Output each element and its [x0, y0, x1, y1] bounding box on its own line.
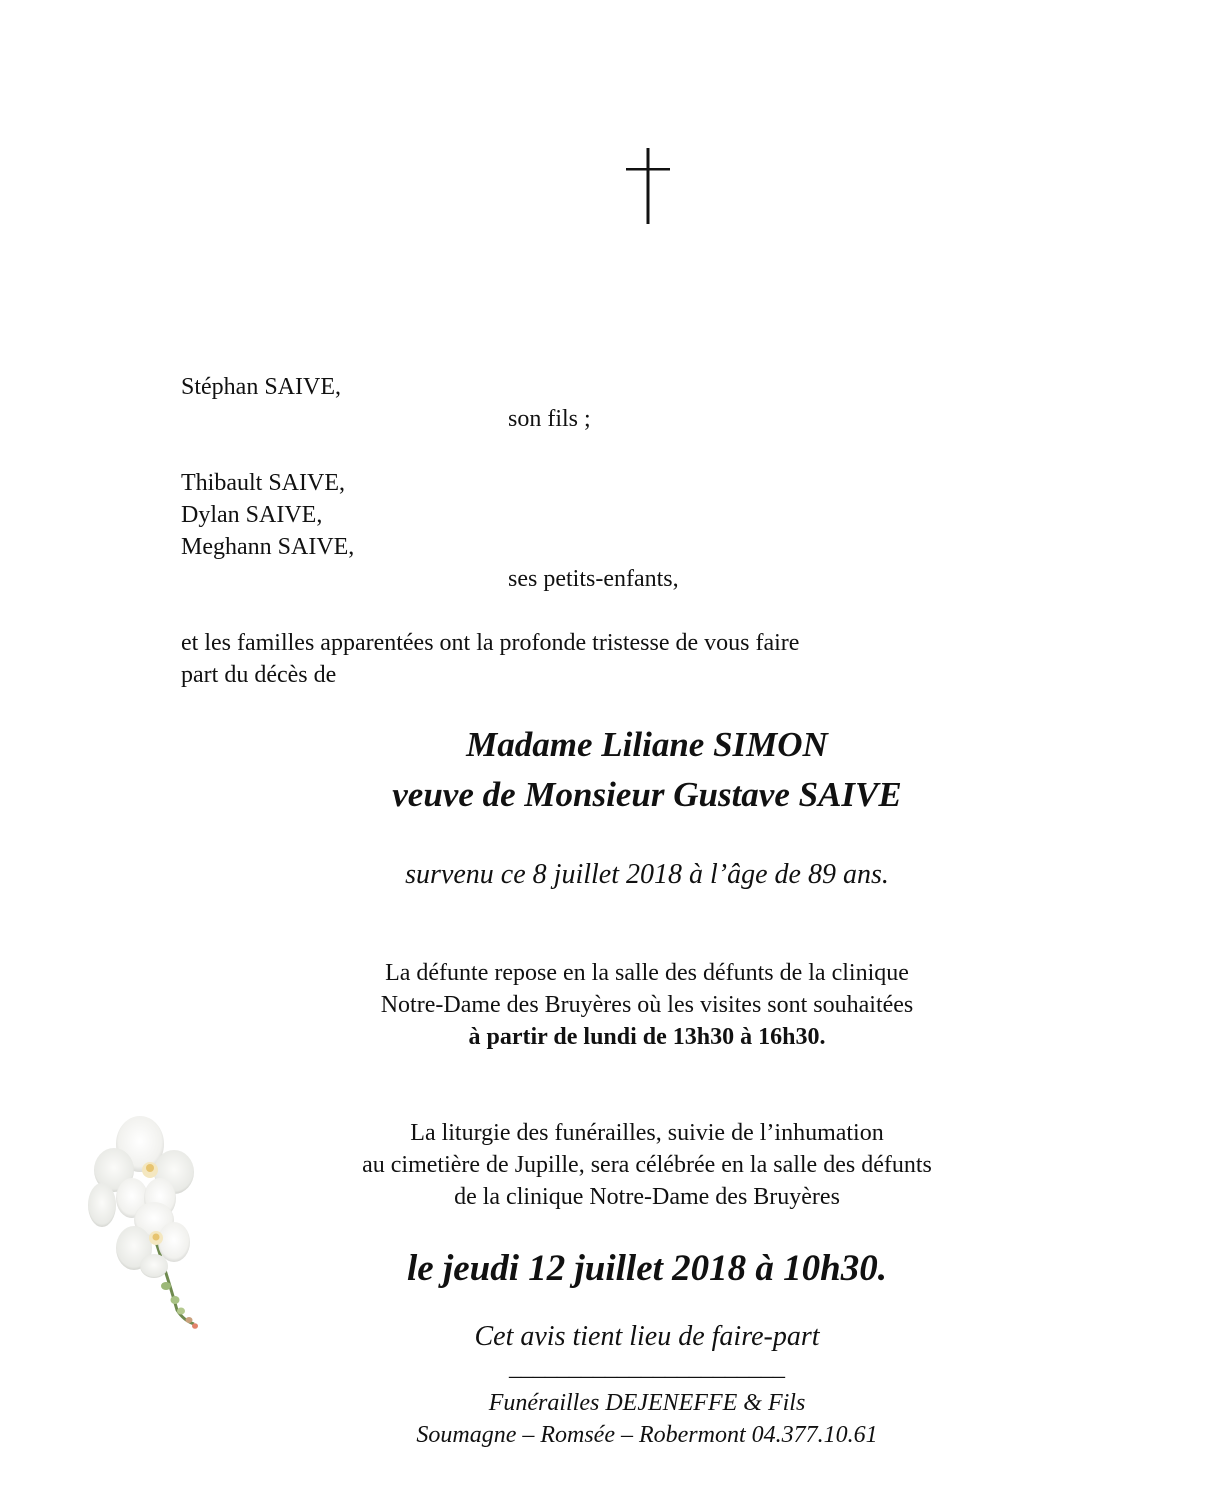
funeral-date: le jeudi 12 juillet 2018 à 10h30. — [407, 1248, 887, 1289]
grandchild-name: Meghann SAIVE, — [181, 534, 355, 560]
funeral-company: Funérailles DEJENEFFE & Fils — [488, 1390, 806, 1416]
notice-text: Cet avis tient lieu de faire-part — [474, 1321, 820, 1352]
visitation-hours: à partir de lundi de 13h30 à 16h30. — [468, 1024, 826, 1050]
son-name: Stéphan SAIVE, — [181, 374, 341, 400]
orchid-icon — [82, 1110, 212, 1330]
announcement-line: part du décès de — [181, 662, 337, 688]
grandchild-name: Dylan SAIVE, — [181, 502, 323, 528]
son-relation: son fils ; — [508, 406, 591, 432]
visitation-line: La défunte repose en la salle des défunts de la clinique — [385, 960, 909, 986]
grandchildren-relation: ses petits-enfants, — [508, 566, 679, 592]
announcement-line: et les familles apparentées ont la profonde tristesse de vous faire — [181, 630, 800, 656]
death-info: survenu ce 8 juillet 2018 à l’âge de 89 ans. — [405, 859, 889, 890]
funeral-line: de la clinique Notre-Dame des Bruyères — [454, 1184, 840, 1210]
deceased-spouse: veuve de Monsieur Gustave SAIVE — [392, 775, 902, 814]
funeral-line: La liturgie des funérailles, suivie de l’inhumation — [410, 1120, 884, 1146]
visitation-line: Notre-Dame des Bruyères où les visites sont souhaitées — [380, 992, 914, 1018]
cross-icon — [626, 148, 670, 224]
deceased-name: Madame Liliane SIMON — [466, 725, 828, 764]
separator-line: _______________________ — [509, 1355, 785, 1381]
company-contact: Soumagne – Romsée – Robermont 04.377.10.61 — [416, 1422, 878, 1448]
funeral-line: au cimetière de Jupille, sera célébrée en la salle des défunts — [362, 1152, 932, 1178]
grandchild-name: Thibault SAIVE, — [181, 470, 345, 496]
